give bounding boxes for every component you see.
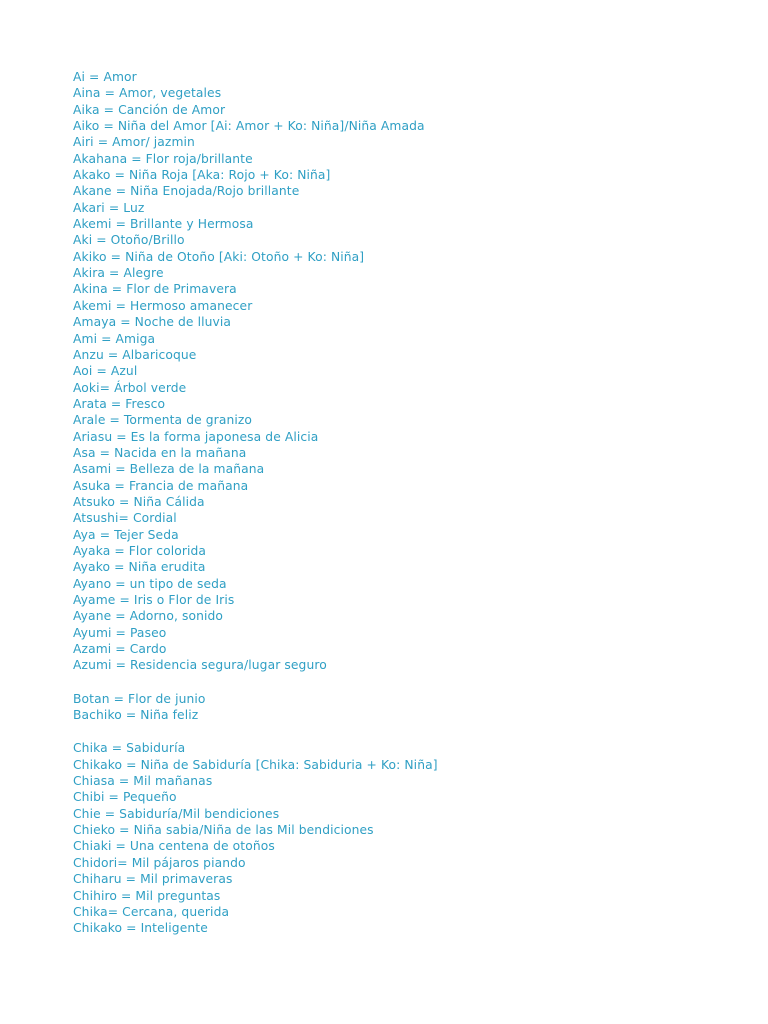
name-entry: Ayane = Adorno, sonido (73, 609, 224, 624)
name-entry: Akemi = Hermoso amanecer (73, 298, 253, 313)
name-entry: Chiasa = Mil mañanas (73, 774, 213, 789)
document-page (73, 69, 733, 937)
name-entry: Azami = Cardo (73, 642, 167, 657)
name-entry: Asami = Belleza de la mañana (73, 462, 265, 477)
name-entry: Akari = Luz (73, 200, 145, 215)
name-entry: Anzu = Albaricoque (73, 347, 197, 362)
name-entry: Ayano = un tipo de seda (73, 576, 227, 591)
name-entry: Akiko = Niña de Otoño [Aki: Otoño + Ko: Niña] (73, 249, 365, 264)
name-group-1 (73, 69, 733, 674)
name-entry: Ami = Amiga (73, 331, 156, 346)
name-entry: Akahana = Flor roja/brillante (73, 151, 253, 166)
name-entry: Chibi = Pequeño (73, 790, 177, 805)
name-entry: Azumi = Residencia segura/lugar seguro (73, 658, 327, 673)
name-entry: Chiharu = Mil primaveras (73, 872, 233, 887)
name-entry: Akemi = Brillante y Hermosa (73, 217, 254, 232)
name-entry: Botan = Flor de junio (73, 691, 206, 706)
name-entry: Akako = Niña Roja [Aka: Rojo + Ko: Niña] (73, 168, 331, 183)
name-entry: Akane = Niña Enojada/Rojo brillante (73, 184, 300, 199)
name-entry: Chie = Sabiduría/Mil bendiciones (73, 806, 280, 821)
name-entry: Chikako = Niña de Sabiduría [Chika: Sabiduria + Ko: Niña] (73, 757, 438, 772)
name-entry: Bachiko = Niña feliz (73, 708, 199, 723)
name-entry: Aiko = Niña del Amor [Ai: Amor + Ko: Niña]/Niña Amada (73, 119, 425, 134)
name-entry: Ariasu = Es la forma japonesa de Alicia (73, 429, 319, 444)
name-entry: Atsuko = Niña Cálida (73, 494, 205, 509)
name-entry: Aoki= Árbol verde (73, 380, 187, 395)
name-entry: Aoi = Azul (73, 364, 138, 379)
name-entry: Chiaki = Una centena de otoños (73, 839, 275, 854)
name-entry: Akira = Alegre (73, 266, 164, 281)
name-entry: Airi = Amor/ jazmin (73, 135, 195, 150)
name-entry: Atsushi= Cordial (73, 511, 177, 526)
name-entry: Asuka = Francia de mañana (73, 478, 249, 493)
name-entry: Ayako = Niña erudita (73, 560, 206, 575)
name-entry: Chieko = Niña sabia/Niña de las Mil bendiciones (73, 823, 374, 838)
name-entry: Aya = Tejer Seda (73, 527, 179, 542)
name-entry: Aika = Canción de Amor (73, 102, 226, 117)
name-entry: Asa = Nacida en la mañana (73, 445, 247, 460)
name-entry: Chika = Sabiduría (73, 741, 186, 756)
name-entry: Arata = Fresco (73, 396, 166, 411)
name-entry: Ai = Amor (73, 70, 137, 84)
name-entry: Chihiro = Mil preguntas (73, 888, 221, 903)
name-entry: Chidori= Mil pájaros piando (73, 855, 246, 870)
name-entry: Arale = Tormenta de granizo (73, 413, 253, 428)
name-group-2 (73, 691, 733, 724)
name-entry: Akina = Flor de Primavera (73, 282, 237, 297)
name-entry: Aki = Otoño/Brillo (73, 233, 185, 248)
name-entry: Ayame = Iris o Flor de Iris (73, 593, 235, 607)
name-entry: Amaya = Noche de lluvia (73, 315, 232, 330)
name-entry: Ayumi = Paseo (73, 625, 167, 640)
name-group-3 (73, 740, 733, 936)
name-entry: Chika= Cercana, querida (73, 904, 230, 919)
name-entry: Aina = Amor, vegetales (73, 86, 222, 101)
name-entry: Chikako = Inteligente (73, 921, 208, 936)
name-entry: Ayaka = Flor colorida (73, 543, 207, 558)
